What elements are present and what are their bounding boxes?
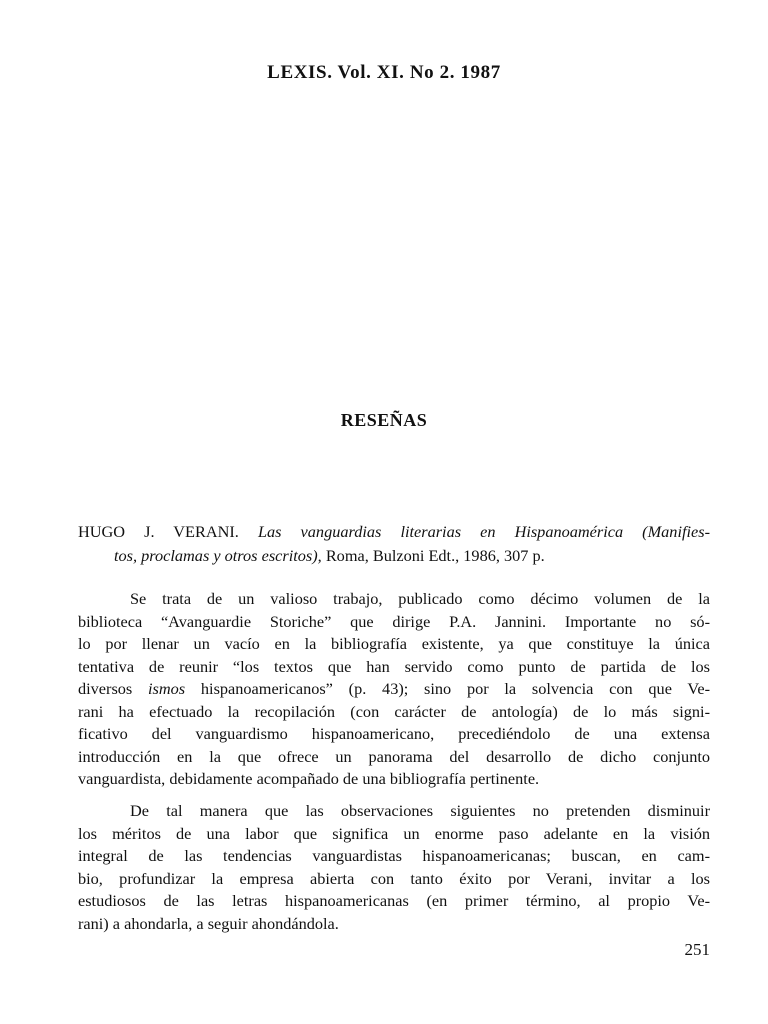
paragraph-line: ficativo del vanguardismo hispanoamericano, precediéndolo de una extensa [78,724,710,743]
paragraph-line [78,678,710,701]
review-paragraph-2 [78,800,710,935]
citation-line-2 [78,544,710,568]
citation-line-1 [78,520,710,544]
journal-header: LEXIS. Vol. XI. No 2. 1987 [267,62,501,83]
paragraph-text: diversos [78,679,133,698]
paragraph-line: estudiosos de las letras hispanoamericanas (en primer término, al propio Ve- [78,891,710,910]
paragraph-line: integral de las tendencias vanguardistas hispanoamericanas; buscan, en cam- [78,846,710,865]
citation-title-2: tos, proclamas y otros escritos), [114,546,322,565]
paragraph-line: rani) a ahondarla, a seguir ahondándola. [78,913,339,933]
book-citation [78,520,710,568]
paragraph-line: introducción en la que ofrece un panorama del desarrollo de dicho conjunto [78,746,710,766]
paragraph-line: los méritos de una labor que significa un enorme paso adelante en la visión [78,823,710,843]
citation-author: HUGO J. VERANI. [78,522,239,541]
paragraph-italic-text: ismos [148,679,186,698]
section-title: RESEÑAS [340,410,428,430]
paragraph-line: biblioteca “Avanguardie Storiche” que dirige P.A. Jannini. Importante no só- [78,611,710,631]
paragraph-text: hispanoamericanos” (p. 43); sino por la solvencia con que Ve- [200,679,710,698]
citation-publication: Roma, Bulzoni Edt., 1986, 307 p. [325,546,545,565]
paragraph-line: tentativa de reunir “los textos que han servido como punto de partida de los [78,656,710,676]
paragraph-line: vanguardista, debidamente acompañado de una bibliografía pertinente. [78,769,540,788]
citation-title-1: Las vanguardias literarias en Hispanoamérica (Manifies- [257,522,710,541]
paragraph-line: bio, profundizar la empresa abierta con tanto éxito por Verani, invitar a los [78,868,710,888]
paragraph-line: rani ha efectuado la recopilación (con carácter de antología) de lo más signi- [78,701,710,721]
paragraph-line: lo por llenar un vacío en la bibliografía existente, ya que constituye la única [78,634,710,653]
page-number: 251 [684,940,710,959]
paragraph-line: Se trata de un valioso trabajo, publicado como décimo volumen de la [130,589,710,608]
paragraph-line: De tal manera que las observaciones siguientes no pretenden disminuir [130,801,710,820]
review-paragraph-1 [78,588,710,791]
